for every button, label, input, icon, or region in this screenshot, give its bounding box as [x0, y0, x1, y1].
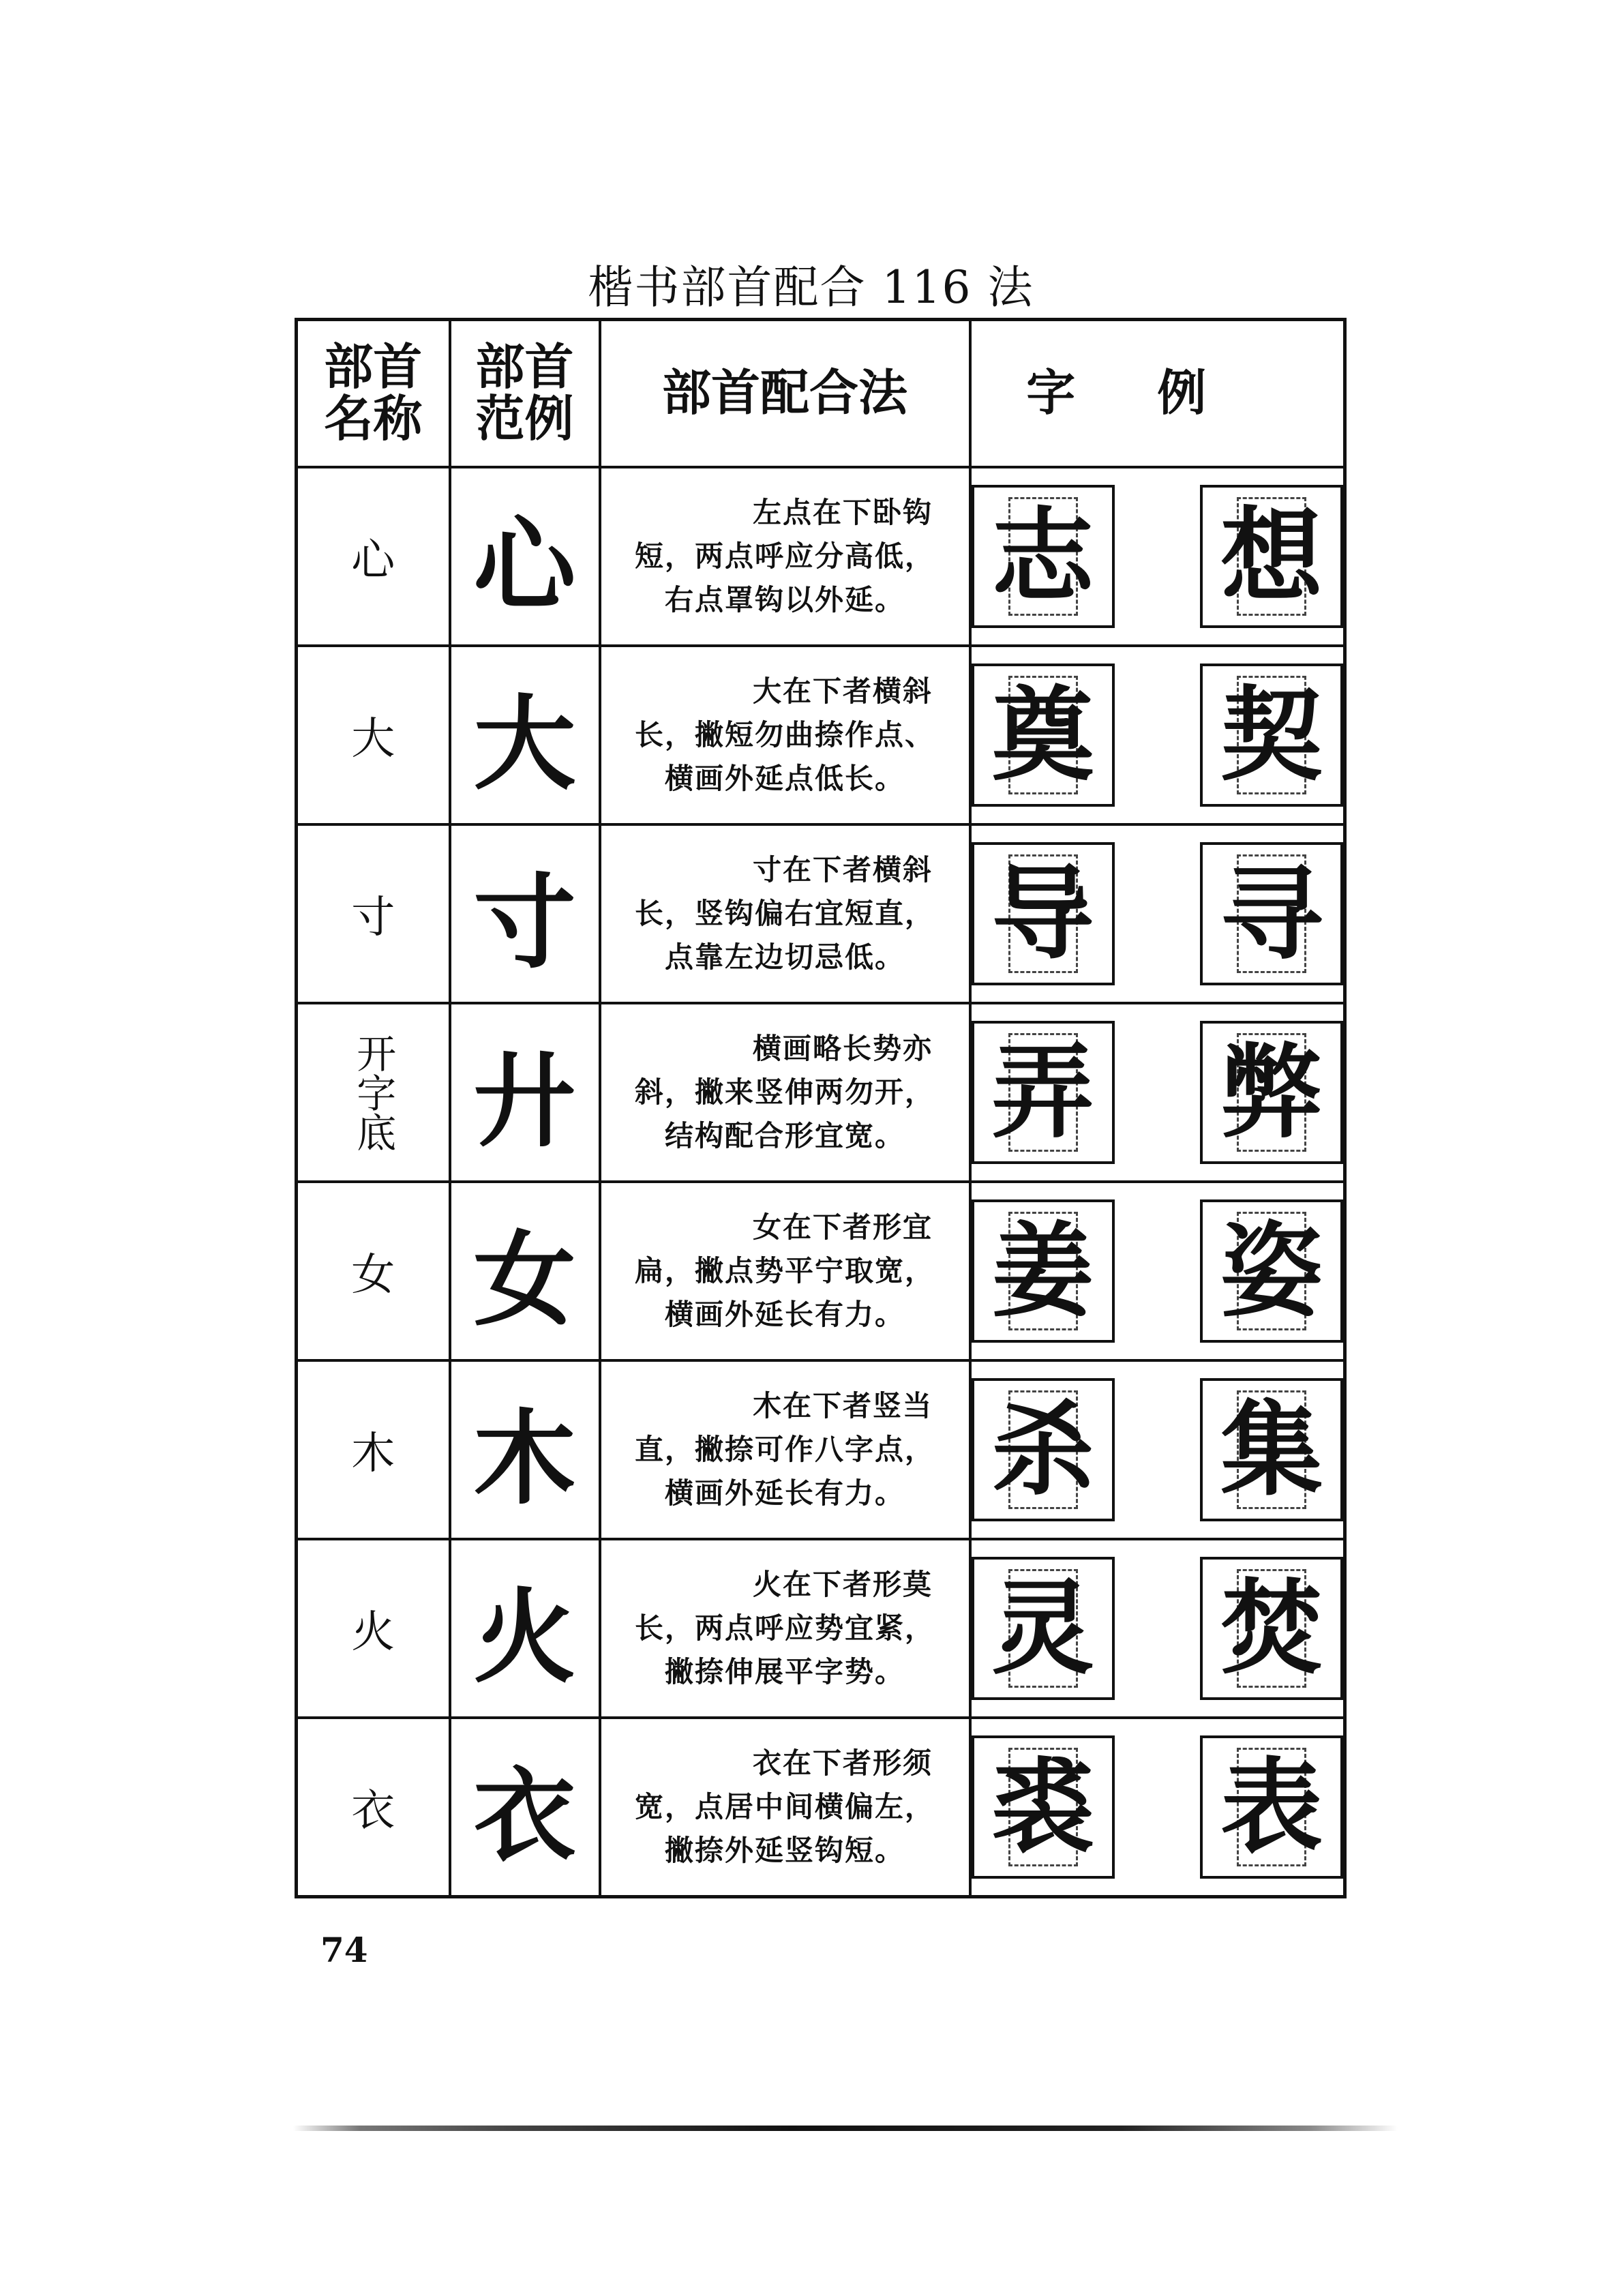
rule-text — [600, 1360, 970, 1539]
header-rule: 部首配合法 — [600, 320, 970, 468]
rule-text — [600, 1718, 970, 1897]
char-examples — [970, 1718, 1345, 1897]
radical-name: 寸 — [297, 824, 450, 1003]
example-char-box — [1200, 1378, 1343, 1521]
radical-name: 木 — [297, 1360, 450, 1539]
rule-text — [600, 1003, 970, 1182]
rule-line: 点靠左边切忌低。 — [664, 940, 905, 974]
rule-line: 扁，撇点势平宁取宽， — [634, 1254, 935, 1287]
example-char-box — [1200, 1735, 1343, 1879]
example-char-box — [972, 1021, 1115, 1164]
rule-line: 长，撇短勿曲捺作点、 — [634, 718, 935, 751]
rule-line: 大在下者横斜 — [752, 674, 933, 708]
char-examples — [970, 1539, 1345, 1718]
example-char: 集 — [1220, 1390, 1323, 1510]
rule-text — [600, 824, 970, 1003]
rule-line: 横画外延点低长。 — [664, 762, 905, 795]
example-char: 弄 — [991, 1032, 1094, 1152]
header-name-line1: 部首 — [324, 338, 423, 396]
table-header-row — [297, 320, 1345, 468]
rule-line: 撇捺外延竖钩短。 — [664, 1834, 905, 1867]
table-row — [297, 1003, 1345, 1182]
radical-example: 衣 — [450, 1718, 600, 1897]
rule-line: 斜，撇来竖伸两勿开， — [634, 1075, 935, 1109]
example-char: 弊 — [1220, 1032, 1323, 1152]
radical-example: 心 — [450, 467, 600, 646]
header-name-line2: 名称 — [324, 390, 423, 447]
header-radical-example — [450, 320, 600, 468]
example-char-box — [972, 485, 1115, 628]
char-examples — [970, 824, 1345, 1003]
radical-example: 女 — [450, 1182, 600, 1360]
example-char-box — [972, 664, 1115, 807]
rule-text — [600, 1539, 970, 1718]
rule-line: 短，两点呼应分高低， — [634, 539, 935, 573]
rule-line: 寸在下者横斜 — [752, 853, 933, 886]
radical-name: 大 — [297, 646, 450, 824]
radical-example: 廾 — [450, 1003, 600, 1182]
example-char-box — [972, 842, 1115, 985]
rule-line: 右点罩钩以外延。 — [664, 583, 905, 616]
rule-text — [600, 467, 970, 646]
rule-line: 横画外延长有力。 — [664, 1476, 905, 1510]
table-row — [297, 824, 1345, 1003]
rule-line: 长，竖钩偏右宜短直， — [634, 897, 935, 930]
example-char-box — [1200, 842, 1343, 985]
rule-line: 横画外延长有力。 — [664, 1298, 905, 1331]
example-char: 寻 — [1220, 854, 1323, 974]
table-row — [297, 467, 1345, 646]
example-char: 裘 — [991, 1747, 1094, 1867]
page-title: 楷书部首配合 116 法 — [588, 261, 1034, 314]
rule-line: 女在下者形宜 — [752, 1210, 933, 1244]
radical-example: 寸 — [450, 824, 600, 1003]
rule-line: 横画略长势亦 — [752, 1032, 933, 1065]
header-char-examples: 字例 — [970, 320, 1345, 468]
rule-line: 火在下者形莫 — [752, 1568, 933, 1601]
example-char: 契 — [1220, 675, 1323, 795]
table-row — [297, 1360, 1345, 1539]
radical-example: 大 — [450, 646, 600, 824]
example-char: 志 — [991, 496, 1094, 616]
radical-name: 心 — [297, 467, 450, 646]
example-char: 姿 — [1220, 1211, 1323, 1331]
rule-line: 撇捺伸展平字势。 — [664, 1655, 905, 1688]
rule-text — [600, 1182, 970, 1360]
example-char: 焚 — [1220, 1568, 1323, 1688]
example-char: 灵 — [991, 1568, 1094, 1688]
example-char: 杀 — [991, 1390, 1094, 1510]
example-char: 姜 — [991, 1211, 1094, 1331]
radical-example: 火 — [450, 1539, 600, 1718]
radical-name: 火 — [297, 1539, 450, 1718]
rule-line: 直，撇捺可作八字点， — [634, 1433, 935, 1466]
table-row — [297, 1718, 1345, 1897]
radical-example: 木 — [450, 1360, 600, 1539]
example-char: 想 — [1220, 496, 1323, 616]
bottom-divider — [293, 2126, 1398, 2131]
rule-line: 衣在下者形须 — [752, 1746, 933, 1780]
header-example-line2: 范例 — [475, 390, 574, 447]
rule-line: 宽，点居中间横偏左， — [634, 1790, 935, 1823]
example-char-box — [1200, 485, 1343, 628]
page-number: 74 — [320, 1930, 368, 1970]
example-char-box — [1200, 664, 1343, 807]
header-radical-name — [297, 320, 450, 468]
example-char: 导 — [991, 854, 1094, 974]
char-examples — [970, 1360, 1345, 1539]
radical-name: 衣 — [297, 1718, 450, 1897]
example-char-box — [1200, 1199, 1343, 1343]
example-char-box — [972, 1378, 1115, 1521]
header-example-line1: 部首 — [475, 338, 574, 396]
radical-table — [295, 318, 1347, 1898]
table-row — [297, 1539, 1345, 1718]
rule-line: 木在下者竖当 — [752, 1389, 933, 1422]
table-row — [297, 1182, 1345, 1360]
example-char-box — [972, 1199, 1115, 1343]
table-row — [297, 646, 1345, 824]
rule-line: 长，两点呼应势宜紧， — [634, 1611, 935, 1645]
example-char: 表 — [1220, 1747, 1323, 1867]
example-char: 奠 — [991, 675, 1094, 795]
char-examples — [970, 1182, 1345, 1360]
rule-line: 结构配合形宜宽。 — [664, 1119, 905, 1152]
example-char-box — [1200, 1557, 1343, 1700]
radical-name: 开字底 — [297, 1003, 450, 1182]
rule-text — [600, 646, 970, 824]
char-examples — [970, 646, 1345, 824]
radical-name: 女 — [297, 1182, 450, 1360]
example-char-box — [972, 1557, 1115, 1700]
char-examples — [970, 1003, 1345, 1182]
rule-line: 左点在下卧钩 — [752, 496, 933, 529]
char-examples — [970, 467, 1345, 646]
example-char-box — [1200, 1021, 1343, 1164]
example-char-box — [972, 1735, 1115, 1879]
